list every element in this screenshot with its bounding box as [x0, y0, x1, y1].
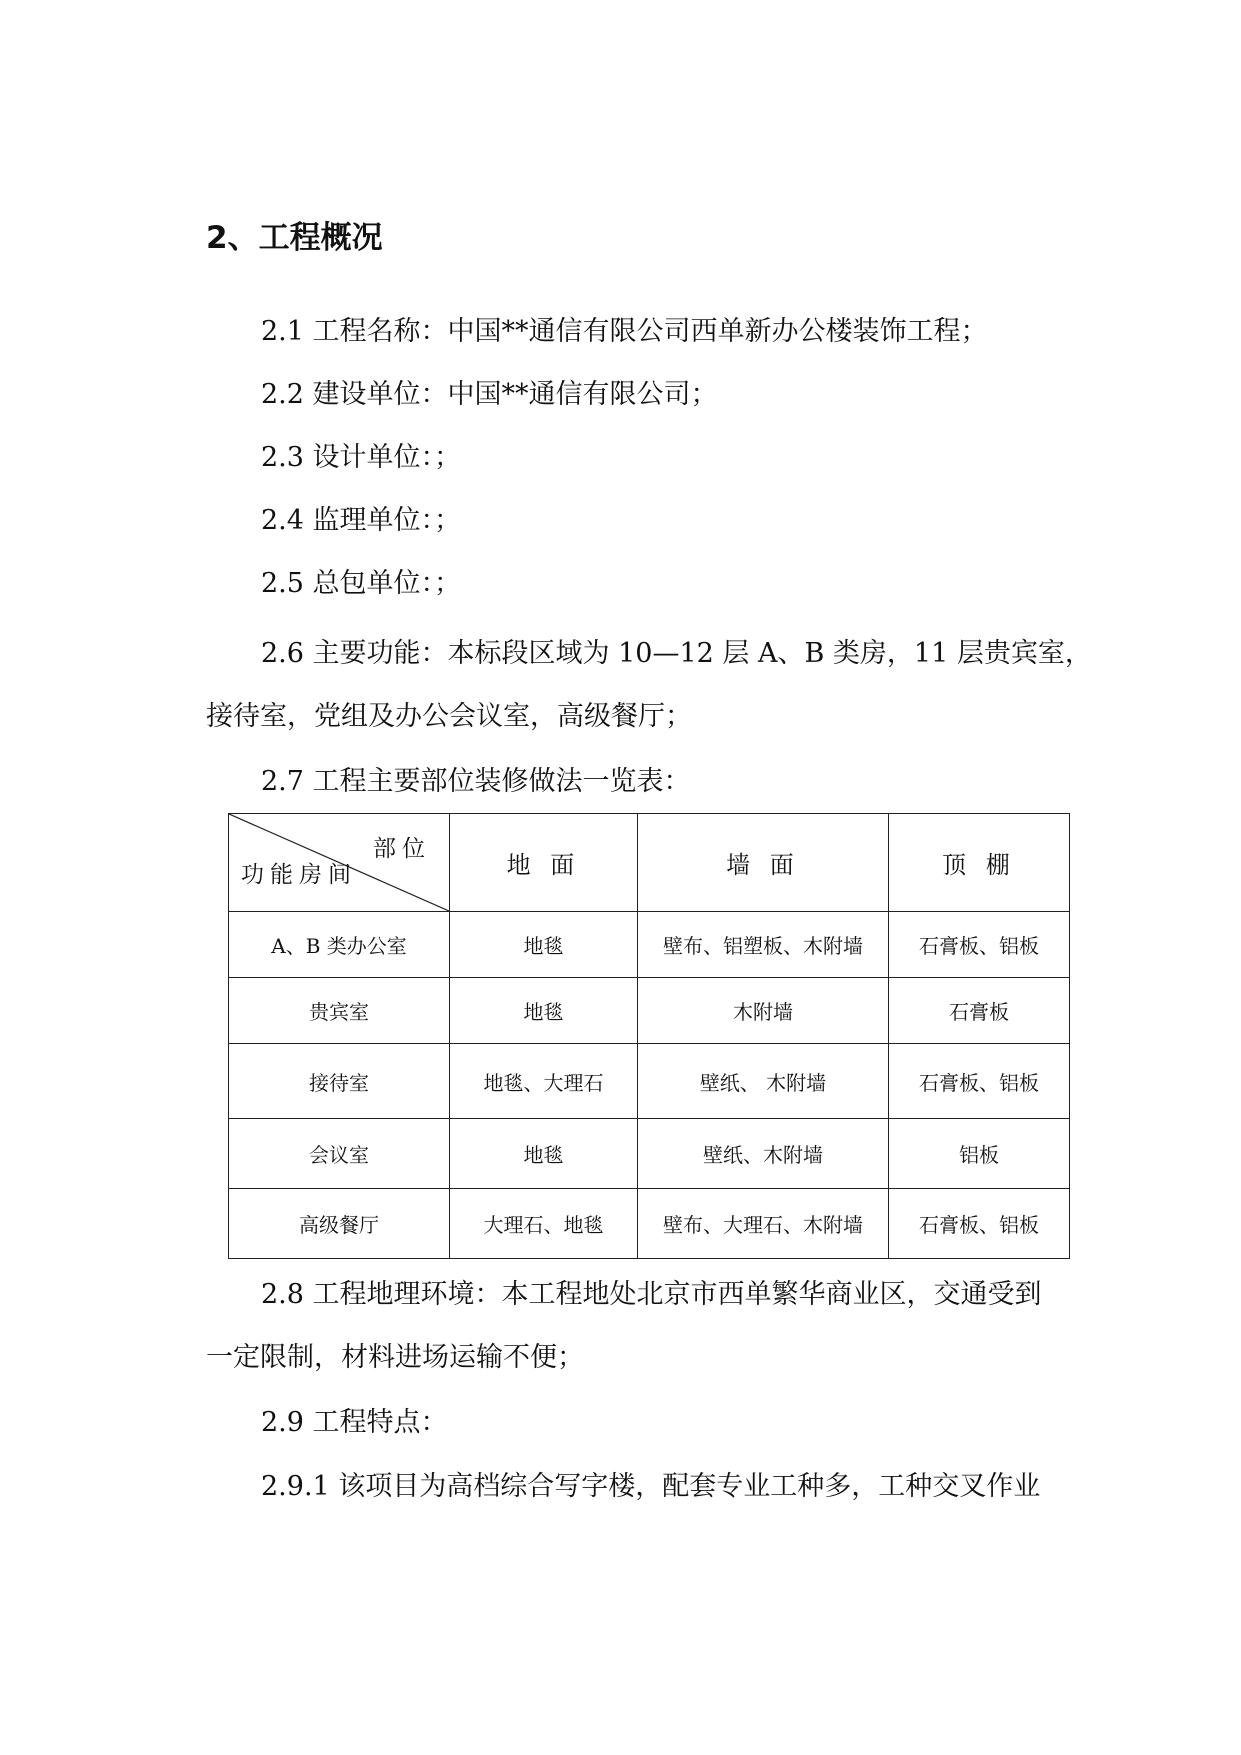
table-cell: 地毯、大理石	[450, 1044, 638, 1119]
table-corner-cell	[229, 814, 450, 912]
table-cell: 地毯	[450, 978, 638, 1044]
section-heading: 2、工程概况	[206, 220, 383, 256]
table-header-row	[229, 814, 1070, 912]
corner-label-location: 部位	[373, 836, 431, 862]
table-cell: 会议室	[229, 1119, 450, 1189]
table-cell: 壁纸、 木附墙	[638, 1044, 889, 1119]
paragraph-geography-line2: 一定限制，材料进场运输不便；	[206, 1342, 584, 1373]
table-cell: 地毯	[450, 912, 638, 978]
paragraph-main-function-line2: 接待室，党组及办公会议室，高级餐厅；	[206, 701, 692, 732]
paragraph-builder: 2.2 建设单位：中国**通信有限公司；	[261, 379, 718, 410]
table-cell: 接待室	[229, 1044, 450, 1119]
paragraph-supervisor: 2.4 监理单位：；	[261, 505, 462, 536]
table-row	[229, 912, 1070, 978]
paragraph-feature-1: 2.9.1 该项目为高档综合写字楼，配套专业工种多，工种交叉作业	[261, 1471, 1041, 1502]
paragraph-geography-line1: 2.8 工程地理环境：本工程地处北京市西单繁华商业区，交通受到	[261, 1279, 1042, 1310]
finishing-table	[228, 813, 1070, 1259]
table-cell: 大理石、地毯	[450, 1189, 638, 1259]
paragraph-designer: 2.3 设计单位：；	[261, 442, 462, 473]
table-row	[229, 978, 1070, 1044]
table-cell: 铝板	[889, 1119, 1070, 1189]
table-cell: 石膏板、铝板	[889, 912, 1070, 978]
paragraph-general-contractor: 2.5 总包单位：；	[261, 568, 462, 599]
table-cell: 壁布、铝塑板、木附墙	[638, 912, 889, 978]
table-header-ceiling: 顶 棚	[889, 814, 1070, 912]
table-cell: 贵宾室	[229, 978, 450, 1044]
paragraph-table-intro: 2.7 工程主要部位装修做法一览表：	[261, 766, 691, 797]
paragraph-features: 2.9 工程特点：	[261, 1407, 448, 1438]
table-row	[229, 1044, 1070, 1119]
table-cell: A、B 类办公室	[229, 912, 450, 978]
paragraph-main-function-line1: 2.6 主要功能：本标段区域为 10—12 层 A、B 类房，11 层贵宾室，	[261, 638, 1092, 669]
paragraph-project-name: 2.1 工程名称：中国**通信有限公司西单新办公楼装饰工程；	[261, 316, 988, 347]
table-row	[229, 1119, 1070, 1189]
table-cell: 石膏板、铝板	[889, 1189, 1070, 1259]
table-cell: 石膏板、铝板	[889, 1044, 1070, 1119]
corner-label-room: 功能房间	[241, 862, 357, 888]
table-header-wall: 墙 面	[638, 814, 889, 912]
table-cell: 高级餐厅	[229, 1189, 450, 1259]
table-cell: 石膏板	[889, 978, 1070, 1044]
table-row	[229, 1189, 1070, 1259]
table-cell: 地毯	[450, 1119, 638, 1189]
table-cell: 木附墙	[638, 978, 889, 1044]
table-cell: 壁布、大理石、木附墙	[638, 1189, 889, 1259]
table-cell: 壁纸、木附墙	[638, 1119, 889, 1189]
table-header-floor: 地 面	[450, 814, 638, 912]
